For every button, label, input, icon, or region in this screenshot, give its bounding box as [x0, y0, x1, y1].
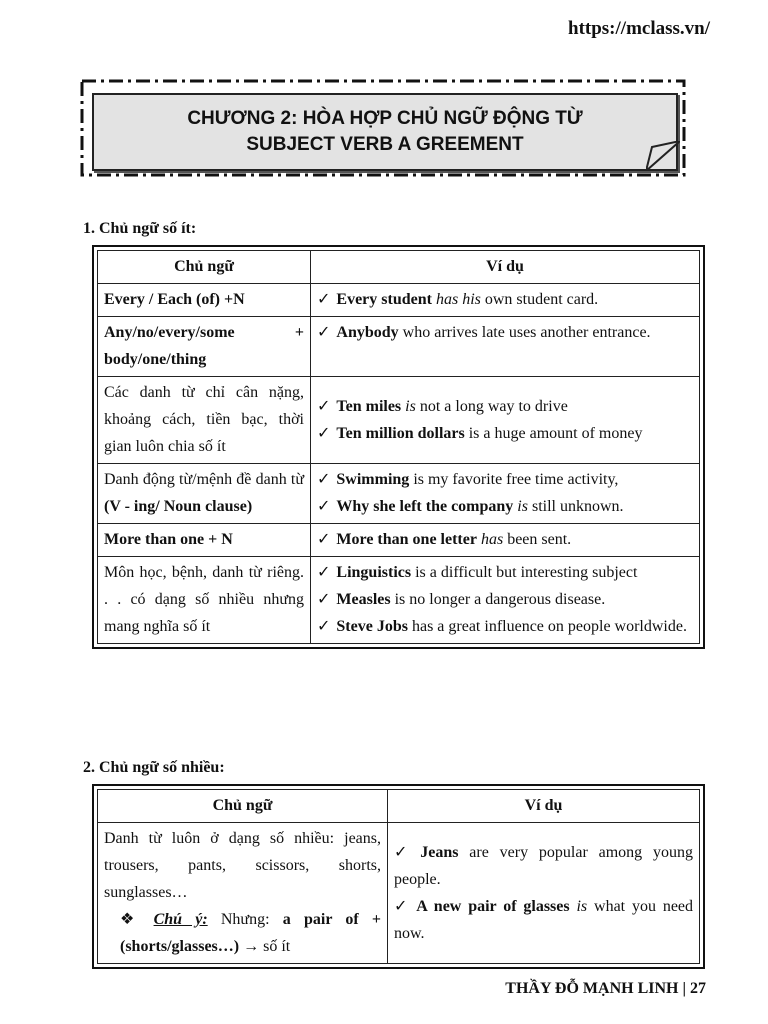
- example-verb: is: [569, 897, 588, 915]
- check-icon: ✓: [317, 291, 331, 308]
- example-subject: Swimming: [336, 471, 410, 488]
- check-icon: ✓: [317, 324, 331, 341]
- example-line: [317, 466, 693, 493]
- note-line: [104, 906, 381, 960]
- section1-heading: 1. Chủ ngữ số ít:: [83, 220, 197, 237]
- table-row: [98, 557, 700, 644]
- check-icon: ✓: [317, 498, 331, 515]
- example-verb: has: [476, 531, 504, 548]
- table-row: [98, 317, 700, 377]
- example-text: is no longer a dangerous disease.: [390, 591, 606, 608]
- example-cell: [388, 823, 700, 964]
- col-header-example: Ví dụ: [311, 251, 700, 284]
- example-verb: is: [513, 498, 528, 515]
- header-url[interactable]: https://mclass.vn/: [568, 18, 710, 39]
- subject-cell: Môn học, bệnh, danh từ riêng. . . có dạng số nhiều nhưng mang nghĩa số ít: [98, 557, 311, 644]
- example-subject: Every student: [336, 291, 432, 308]
- example-text: has a great influence on people worldwide.: [407, 618, 687, 635]
- subject-text: Danh từ luôn ở dạng số nhiều: jeans, trousers, pants, scissors, shorts, sunglasses…: [104, 830, 381, 901]
- example-cell: [311, 464, 700, 524]
- table-header-row: [98, 790, 700, 823]
- col-header-subject: Chủ ngữ: [98, 790, 388, 823]
- check-icon: ✓: [317, 471, 331, 488]
- table-row: [98, 524, 700, 557]
- table-header-row: [98, 251, 700, 284]
- example-subject: Measles: [336, 591, 391, 608]
- example-text: still unknown.: [527, 498, 624, 515]
- example-cell: [311, 284, 700, 317]
- example-line: [317, 393, 693, 420]
- chapter-title-box: [92, 93, 678, 171]
- example-subject: Anybody: [336, 324, 399, 341]
- example-line: [317, 586, 693, 613]
- subject-cell: Every / Each (of) +N: [98, 284, 311, 317]
- example-cell: [311, 377, 700, 464]
- singular-subject-table: [92, 245, 705, 649]
- example-text: is a huge amount of money: [464, 424, 643, 442]
- check-icon: ✓: [317, 397, 331, 415]
- example-line: [394, 893, 693, 947]
- example-text: is my favorite free time activity,: [409, 471, 619, 488]
- example-line: [317, 559, 693, 586]
- subject-cell: [98, 823, 388, 964]
- example-subject: Linguistics: [336, 564, 412, 581]
- note-text: Nhưng:: [207, 911, 283, 928]
- example-text: not a long way to drive: [415, 397, 568, 415]
- subject-bold: (V - ing/ Noun clause): [104, 498, 253, 515]
- subject-cell: Any/no/every/some + body/one/thing: [98, 317, 311, 377]
- table-row: [98, 284, 700, 317]
- table-row: [98, 377, 700, 464]
- example-text: who arrives late uses another entrance.: [398, 324, 651, 341]
- example-cell: [311, 317, 700, 377]
- chapter-title-line2: SUBJECT VERB A GREEMENT: [246, 134, 524, 155]
- subject-text: Danh động từ/mệnh đề danh từ: [104, 471, 304, 488]
- chapter-title-banner: [80, 79, 686, 177]
- page-fold-icon: [646, 141, 680, 171]
- chapter-title-line1: CHƯƠNG 2: HÒA HỢP CHỦ NGỮ ĐỘNG TỪ: [187, 108, 583, 129]
- example-text: been sent.: [503, 531, 572, 548]
- diamond-bullet-icon: ❖: [120, 911, 144, 928]
- arrow-right-icon: →: [239, 938, 264, 955]
- section2-heading: 2. Chủ ngữ số nhiều:: [83, 759, 225, 776]
- check-icon: ✓: [317, 564, 331, 581]
- note-bold: a pair of +(shorts/glasses…): [120, 911, 381, 955]
- example-subject: Why she left the company: [336, 498, 514, 515]
- check-icon: ✓: [317, 618, 331, 635]
- subject-cell: More than one + N: [98, 524, 311, 557]
- example-line: [317, 493, 693, 520]
- example-subject: More than one letter: [336, 531, 477, 548]
- check-icon: ✓: [317, 531, 331, 548]
- example-subject: Jeans: [420, 843, 459, 861]
- note-label: Chú ý:: [153, 911, 208, 928]
- example-text: own student card.: [480, 291, 599, 308]
- example-subject: Ten miles: [336, 397, 402, 415]
- example-text: what you need now.: [394, 897, 694, 942]
- example-subject: A new pair of glasses: [416, 897, 570, 915]
- example-cell: [311, 524, 700, 557]
- table-row: [98, 464, 700, 524]
- plural-subject-table: [92, 784, 705, 969]
- example-verb: is: [401, 397, 416, 415]
- table-row: [98, 823, 700, 964]
- check-icon: ✓: [317, 424, 331, 442]
- example-line: [394, 839, 693, 893]
- page-footer: THẦY ĐỖ MẠNH LINH | 27: [505, 980, 706, 997]
- example-subject: Steve Jobs: [336, 618, 408, 635]
- note-result: số ít: [263, 938, 291, 955]
- example-line: [317, 420, 693, 447]
- col-header-example: Ví dụ: [388, 790, 700, 823]
- example-line: [317, 613, 693, 640]
- col-header-subject: Chủ ngữ: [98, 251, 311, 284]
- example-text: is a difficult but interesting subject: [411, 564, 638, 581]
- check-icon: ✓: [317, 591, 331, 608]
- example-cell: [311, 557, 700, 644]
- example-subject: Ten million dollars: [336, 424, 465, 442]
- example-verb: has his: [431, 291, 481, 308]
- check-icon: ✓: [394, 897, 411, 915]
- check-icon: ✓: [394, 843, 415, 861]
- example-text: are very popular among young people.: [394, 843, 693, 888]
- subject-cell: [98, 464, 311, 524]
- subject-cell: Các danh từ chỉ cân nặng, khoảng cách, tiền bạc, thời gian luôn chia số ít: [98, 377, 311, 464]
